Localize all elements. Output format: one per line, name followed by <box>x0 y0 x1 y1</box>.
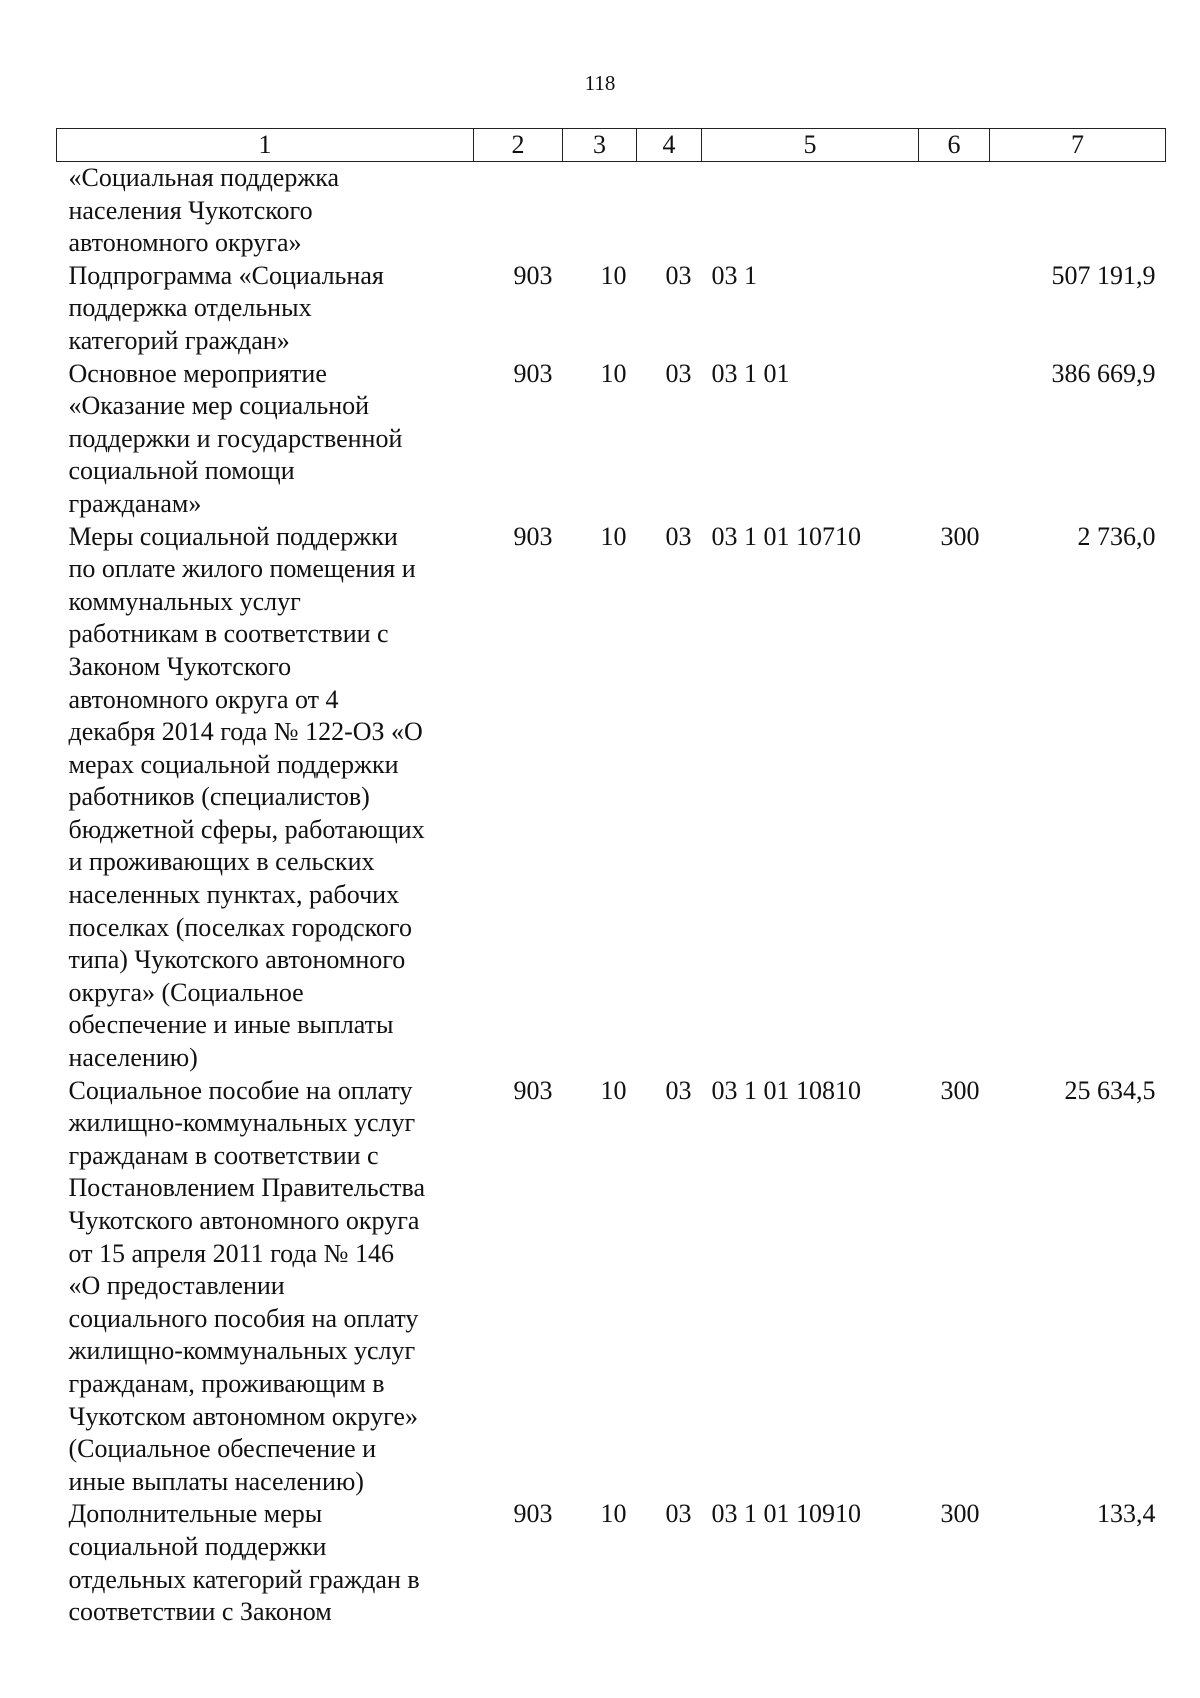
row-name: Социальное пособие на оплату жилищно-коммунальных услуг гражданам в соответствии с Постановлением Правительства Чукотского автономного округа от 15 апреля 2011 года № 146 «О предоставлении социального пособия на оплату жилищно-коммунальных услуг гражданам, проживающим в Чукотском автономном округе» (Социальное обеспечение и иные выплаты населению) <box>68 1075 425 1496</box>
row-subsection: 03 <box>665 260 692 290</box>
row-subsection: 03 <box>665 1499 692 1529</box>
row-grbs <box>474 162 563 260</box>
header-col-5: 5 <box>702 129 919 162</box>
row-section: 10 <box>600 521 627 551</box>
row-expense-type: 300 <box>940 1075 980 1105</box>
table-row <box>57 358 1166 521</box>
row-section: 10 <box>600 1075 627 1105</box>
table-row <box>57 1075 1166 1499</box>
row-expense-type <box>919 162 990 260</box>
row-target-code <box>702 162 919 260</box>
row-subsection <box>637 162 702 260</box>
row-target-code: 03 1 01 10710 <box>711 521 861 551</box>
row-amount: 386 669,9 <box>1051 358 1156 388</box>
header-col-6: 6 <box>919 129 990 162</box>
row-target-code: 03 1 01 10810 <box>711 1075 861 1105</box>
row-target-code: 03 1 <box>711 260 757 290</box>
row-section: 10 <box>600 260 627 290</box>
header-col-4: 4 <box>637 129 702 162</box>
row-amount: 2 736,0 <box>1077 521 1156 551</box>
row-grbs: 903 <box>513 1075 553 1105</box>
row-expense-type: 300 <box>940 521 980 551</box>
row-section: 10 <box>600 358 627 388</box>
row-grbs: 903 <box>513 260 553 290</box>
row-amount <box>990 162 1166 260</box>
row-amount: 25 634,5 <box>1064 1075 1156 1105</box>
header-row <box>57 129 1166 162</box>
table-row <box>57 162 1166 260</box>
row-section <box>563 162 637 260</box>
header-col-2: 2 <box>474 129 563 162</box>
header-col-1: 1 <box>57 129 474 162</box>
budget-table <box>56 128 1166 1629</box>
page-number: 118 <box>584 71 616 95</box>
row-name: Дополнительные меры социальной поддержки отдельных категорий граждан в соответствии с Законом <box>68 1499 420 1627</box>
row-name: Меры социальной поддержки по оплате жилого помещения и коммунальных услуг работникам в соответствии с Законом Чукотского автономного округа от 4 декабря 2014 года № 122-ОЗ «О мерах социальной поддержки работников (специалистов) бюджетной сферы, работающих и проживающих в сельских населенных пунктах, рабочих поселках (поселках городского типа) Чукотского автономного округа» (Социальное обеспечение и иные выплаты населению) <box>68 521 425 1073</box>
row-name: Основное мероприятие «Оказание мер социальной поддержки и государственной социальной помощи гражданам» <box>68 358 403 518</box>
table-row <box>57 521 1166 1075</box>
row-grbs: 903 <box>513 1499 553 1529</box>
row-expense-type <box>919 260 990 358</box>
row-target-code: 03 1 01 <box>711 358 790 388</box>
row-amount: 507 191,9 <box>1051 260 1156 290</box>
row-expense-type <box>919 358 990 521</box>
row-target-code: 03 1 01 10910 <box>711 1499 861 1529</box>
row-grbs: 903 <box>513 358 553 388</box>
row-name: «Социальная поддержка населения Чукотского автономного округа» <box>68 163 340 258</box>
row-name: Подпрограмма «Социальная поддержка отдельных категорий граждан» <box>68 260 384 355</box>
header-col-7: 7 <box>990 129 1166 162</box>
row-section: 10 <box>600 1499 627 1529</box>
row-expense-type: 300 <box>940 1499 980 1529</box>
header-col-3: 3 <box>563 129 637 162</box>
row-subsection: 03 <box>665 1075 692 1105</box>
row-grbs: 903 <box>513 521 553 551</box>
row-subsection: 03 <box>665 358 692 388</box>
table-row <box>57 1498 1166 1628</box>
table-header <box>57 129 1166 162</box>
row-subsection: 03 <box>665 521 692 551</box>
table-row <box>57 260 1166 358</box>
row-amount: 133,4 <box>1097 1499 1156 1529</box>
table-body <box>57 162 1166 1629</box>
